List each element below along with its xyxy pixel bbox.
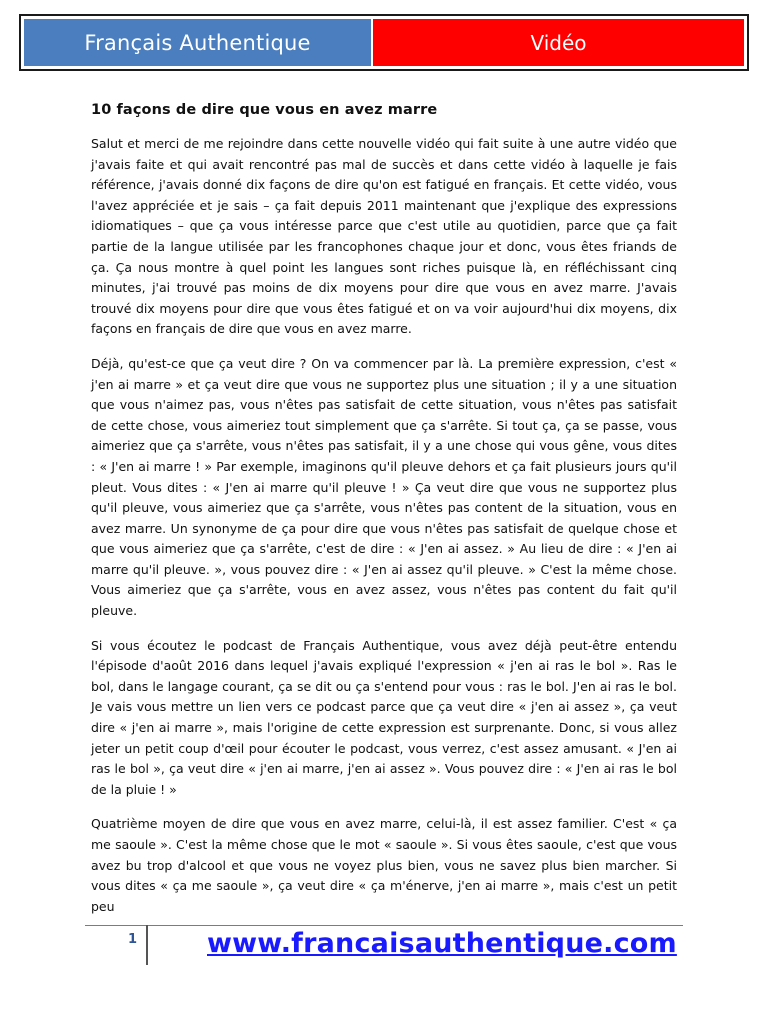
brand-title: Français Authentique [24,19,373,66]
page-header [19,14,749,71]
document-title: 10 façons de dire que vous en avez marre [91,102,438,118]
paragraph-ras-le-bol: Si vous écoutez le podcast de Français Authentique, vous avez déjà peut-être entendu l'épisode d'août 2016 dans lequel j'avais expliqué l'expression « j'en ai ras le bol ». Ras le bol, dans le langage courant, ça se dit ou ça s'entend pour vous : ras le bol. J'en ai ras le bol. Je vais vous mettre un lien vers ce podcast parce que ça veut dire « j'en ai assez », ça veut dire « j'en ai marre », mais l'origine de cette expression est surprenante. Donc, si vous allez jeter un petit coup d'œil pour écouter le podcast, vous verrez, c'est assez amusant. « J'en ai ras le bol », ça veut dire « j'en ai marre, j'en ai assez ». Vous pouvez dire : « J'en ai ras le bol de la pluie ! » [91,637,677,797]
paragraph-jen-ai-marre: Déjà, qu'est-ce que ça veut dire ? On va commencer par là. La première expression, c'est « j'en ai marre » et ça veut dire que vous ne supportez plus une situation ; il y a une situation que vous n'aimez pas, vous n'êtes pas satisfait de cette situation, vous n'êtes pas satisfait de cette chose, vous aimeriez tout simplement que ça s'arrête. Si tout ça, ça se passe, vous aimeriez que ça s'arrête, vous n'êtes pas satisfait, il y a une chose qui vous gêne, vous dites : « J'en ai marre ! » Par exemple, imaginons qu'il pleuve dehors et ça fait plusieurs jours qu'il pleut. Vous dites : « J'en ai marre qu'il pleuve ! » Ça veut dire que vous ne supportez plus qu'il pleuve, vous aimeriez que ça s'arrête, vous n'êtes pas content de la situation, vous en avez marre. Un synonyme de ça pour dire que vous n'êtes pas satisfait de quelque chose et que vous aimeriez que ça s'arrête, c'est de dire : « J'en ai assez. » Au lieu de dire : « J'en ai marre qu'il pleuve. », vous pouvez dire : « J'en ai assez qu'il pleuve. » C'est la même chose. Vous aimeriez que ça s'arrête, vous en avez assez, vous n'êtes pas content du fait qu'il pleuve. [91,355,677,619]
header-bar [24,19,744,66]
footer-divider [146,925,148,965]
paragraph-intro: Salut et merci de me rejoindre dans cette nouvelle vidéo qui fait suite à une autre vidéo que j'avais faite et qui avait rencontré pas mal de succès et dans cette vidéo à laquelle je fais référence, j'avais donné dix façons de dire qu'on est fatigué en français. Et cette vidéo, vous l'avez appréciée et je sais – ça fait depuis 2011 maintenant que j'explique des expressions idiomatiques – que ça vous intéresse parce que c'est utile au quotidien, parce que ça fait partie de la langue utilisée par les francophones chaque jour et donc, vous êtes friands de ça. Ça nous montre à quel point les langues sont riches puisque là, en réfléchissant cinq minutes, j'ai trouvé pas moins de dix moyens pour dire que vous en avez marre. J'avais trouvé dix moyens pour dire que vous êtes fatigué et on va voir aujourd'hui dix moyens, dix façons en français de dire que vous en avez marre. [91,136,677,337]
paragraph-ca-me-saoule: Quatrième moyen de dire que vous en avez marre, celui-là, il est assez familier. C'est « ça me saoule ». C'est la même chose que le mot « saoule ». Si vous êtes saoule, c'est que vous avez bu trop d'alcool et que vous ne voyez plus bien, vous ne savez plus bien marcher. Si vous dites « ça me saoule », ça veut dire « ça m'énerve, j'en ai marre », mais c'est un petit peu [91,816,677,914]
page-number: 1 [128,932,138,947]
footer-rule [85,925,683,926]
website-link[interactable]: www.francaisauthentique.com [207,928,677,959]
section-label: Vidéo [373,19,744,66]
document-body [91,100,677,931]
